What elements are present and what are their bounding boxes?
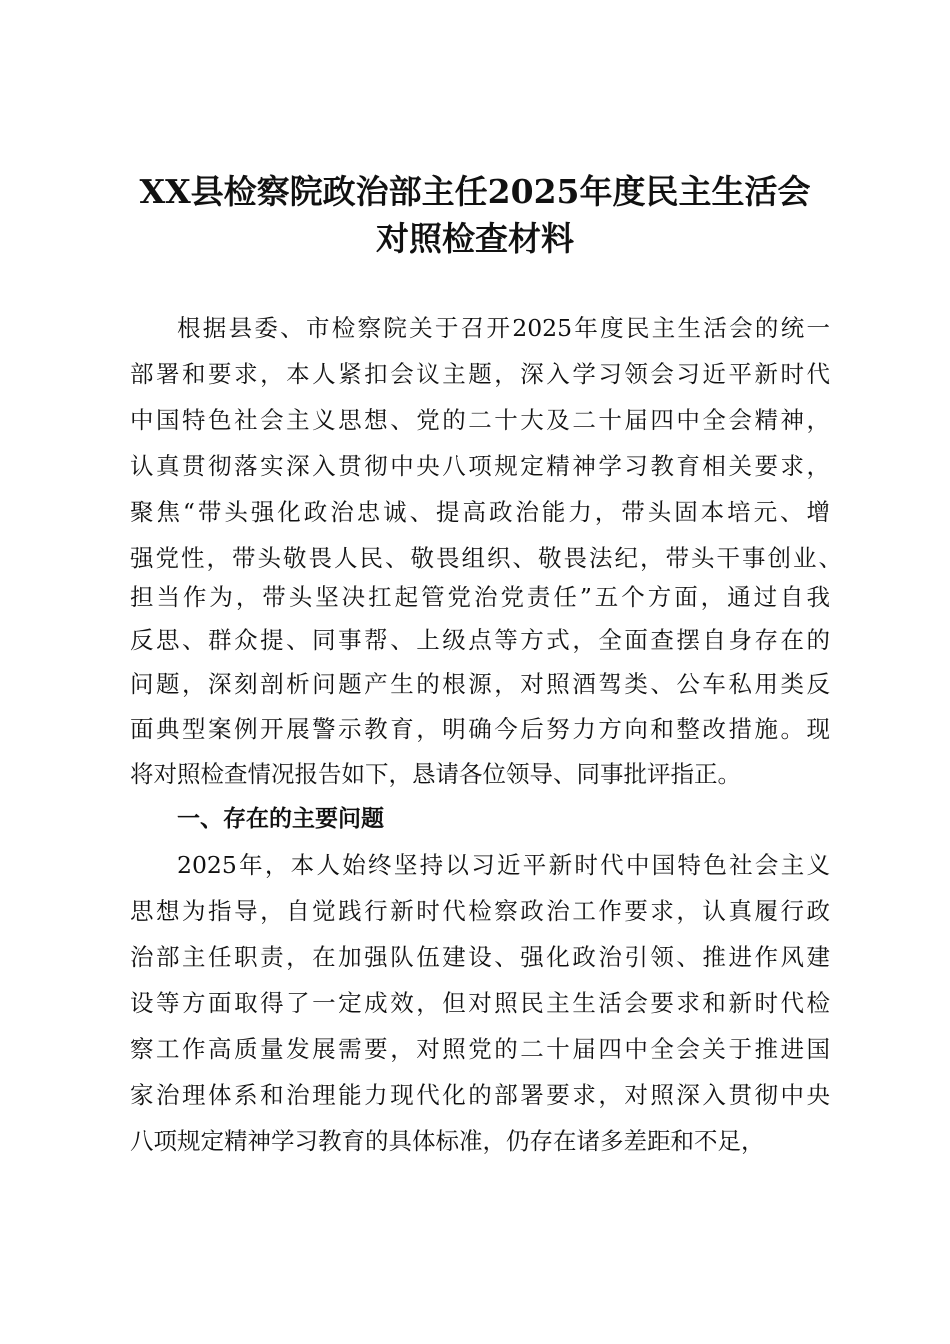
paragraph-2-line: 思想为指导，自觉践行新时代检察政治工作要求，认真履行政 bbox=[130, 897, 830, 925]
document-title-line-2: 对照检查材料 bbox=[376, 219, 574, 258]
paragraph-1-line: 担当作为，带头坚决扛起管党治党责任”五个方面，通过自我 bbox=[130, 583, 830, 611]
document-title-line-1: XX县检察院政治部主任2025年度民主生活会 bbox=[139, 172, 811, 211]
section-heading: 一、存在的主要问题 bbox=[177, 806, 384, 832]
paragraph-2-line: 设等方面取得了一定成效，但对照民主生活会要求和新时代检 bbox=[130, 989, 830, 1017]
paragraph-2-line: 治部主任职责，在加强队伍建设、强化政治引领、推进作风建 bbox=[130, 943, 830, 971]
paragraph-1-line: 中国特色社会主义思想、党的二十大及二十届四中全会精神， bbox=[130, 406, 830, 434]
paragraph-1-line: 面典型案例开展警示教育，明确今后努力方向和整改措施。现 bbox=[130, 715, 830, 743]
paragraph-1-line: 根据县委、市检察院关于召开2025年度民主生活会的统一 bbox=[177, 314, 830, 342]
paragraph-1-line: 问题，深刻剖析问题产生的根源，对照酒驾类、公车私用类反 bbox=[130, 670, 830, 698]
paragraph-2-line: 2025年，本人始终坚持以习近平新时代中国特色社会主义 bbox=[177, 851, 830, 879]
paragraph-2-line: 八项规定精神学习教育的具体标准，仍存在诸多差距和不足， bbox=[130, 1127, 765, 1155]
paragraph-2-line: 察工作高质量发展需要，对照党的二十届四中全会关于推进国 bbox=[130, 1035, 830, 1063]
paragraph-1-line: 认真贯彻落实深入贯彻中央八项规定精神学习教育相关要求， bbox=[130, 452, 830, 480]
paragraph-1-line: 将对照检查情况报告如下，恳请各位领导、同事批评指正。 bbox=[130, 760, 741, 788]
paragraph-1-line: 强党性，带头敬畏人民、敬畏组织、敬畏法纪，带头干事创业、 bbox=[130, 544, 842, 572]
paragraph-2-line: 家治理体系和治理能力现代化的部署要求，对照深入贯彻中央 bbox=[130, 1081, 830, 1109]
paragraph-1-line: 聚焦“带头强化政治忠诚、提高政治能力，带头固本培元、增 bbox=[130, 498, 830, 526]
paragraph-1-line: 反思、群众提、同事帮、上级点等方式，全面查摆自身存在的 bbox=[130, 626, 830, 654]
paragraph-1-line: 部署和要求，本人紧扣会议主题，深入学习领会习近平新时代 bbox=[130, 360, 830, 388]
